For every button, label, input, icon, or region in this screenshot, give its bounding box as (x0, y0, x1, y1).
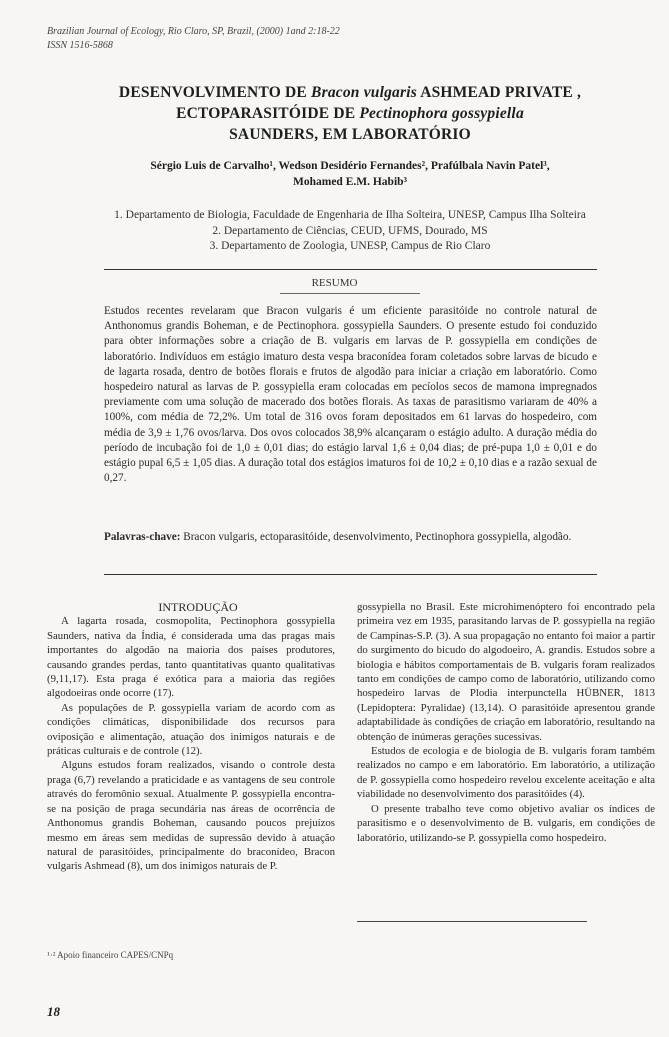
intro-paragraph-1: A lagarta rosada, cosmopolita, Pectinophora gossypiella Saunders, nativa da Índia, é considerada uma das pragas mais importantes do algodão na maioria dos países produtores, causando grandes perdas, tanto quantitativas quanto qualitativas (9,11,17). Esta praga é exótica para a maioria das regiões algodoeiras onde ocorre (17). (47, 615, 335, 700)
intro-paragraph-3: Alguns estudos foram realizados, visando o controle desta praga (6,7) revelando a praticidade e as vantagens de seu controle através do feromônio sexual. Atualmente P. gossypiella encontra-se na posição de praga secundária nas áreas de ocorrência de Anthonomus grandis Boheman, causando poucos prejuízos mesmo em áreas sem medidas de supressão devido à atuação natural de parasitóides, principalmente do braconídeo, Bracon vulgaris Ashmead (8), um dos inimigos naturais de P. (47, 759, 335, 873)
affiliation-2: 2. Departamento de Ciências, CEUD, UFMS, Dourado, MS (212, 224, 488, 237)
title-line2-part1: ECTOPARASITÓIDE DE (176, 105, 360, 122)
divider-bottom (104, 574, 597, 575)
intro-paragraph-2: As populações de P. gossypiella variam de acordo com as condições climáticas, disponibilidade dos recursos para oviposição e alimentação, atuação dos inimigos naturais e de práticas culturais e de controle (12). (47, 701, 335, 758)
affiliation-3: 3. Departamento de Zoologia, UNESP, Campus de Rio Claro (209, 240, 491, 252)
abstract-text: Estudos recentes revelaram que Bracon vulgaris é um eficiente parasitóide no controle natural de Anthonomus grandis Boheman, e de Pectinophora. gossypiella Saunders. O presente estudo foi conduzido para obter informações sobre a criação de B. vulgaris em larvas de P. gossypiella em condições de laboratório. Indivíduos em estágio imaturo desta vespa braconídea foram coletados sobre larvas de bicudo e de lagarta rosada, dentro de botões florais e frutos de algodão para iniciar a criação em laboratório. Como hospedeiro natural as larvas de P. gossypiella eram colocadas em pecíolos secos de mamona impregnados previamente com uma solução de macerado dos botões florais. As taxas de parasitismo variaram de 40% a 100%, com média de 72,2%. Um total de 316 ovos foram depositados em 61 larvas do hospedeiro, com média de 3,9 ± 1,76 ovos/larva. Dos ovos colocados 38,9% alcançaram o estágio adulto. A duração média do período de incubação foi de 1,0 ± 0,01 dias; do estágio larval 1,6 ± 0,04 dias; de pré-pupa 1,0 ± 0,01 e do estágio pupal 6,5 ± 1,05 dias. A duração total dos estágios imaturos foi de 10,2 ± 0,10 dias e a razão sexual de 0,27. (104, 305, 597, 485)
intro-paragraph-4: gossypiella no Brasil. Este microhimenóptero foi encontrado pela primeira vez em 1935, parasitando larvas de P. gossypiella na região de Campinas-S.P. (3). A sua propagação no entanto foi maior a partir do surgimento do bicudo do algodoeiro, A. grandis. Estudos sobre a biologia e hábitos comportamentais de B. vulgaris foram realizados tanto em condições de campo como de laboratório, utilizando como hospedeiro larvas de Plodia interpunctella HÜBNER, 1813 (Lepidoptera: Pyralidae) (13,14). O parasitóide apresentou grande adaptabilidade às condições de criação em laboratório, resultando na obtenção de inúmeras gerações sucessivas. (357, 601, 655, 743)
journal-citation: Brazilian Journal of Ecology, Rio Claro, SP, Brazil, (2000) 1and 2:18-22 (47, 26, 340, 37)
title-line1-part1: DESENVOLVIMENTO DE (118, 84, 312, 101)
keywords-text: Bracon vulgaris, ectoparasitóide, desenvolvimento, Pectinophora gossypiella, algodão. (180, 531, 572, 543)
title-line1-part2: ASHMEAD PRIVATE , (416, 84, 582, 101)
keywords-label: Palavras-chave: (104, 531, 181, 543)
keywords (104, 530, 597, 545)
authors (90, 158, 610, 190)
title-line3: SAUNDERS, EM LABORATÓRIO (229, 126, 471, 143)
page-number: 18 (47, 1004, 60, 1019)
authors-line2: Mohamed E.M. Habib³ (293, 176, 407, 188)
intro-paragraph-6: O presente trabalho teve como objetivo avaliar os índices de parasitismo e o desenvolvimento de B. vulgaris, em condições de laboratório, utilizando-se P. gossypiella como hospedeiro. (357, 802, 655, 844)
affiliation-1: 1. Departamento de Biologia, Faculdade de Engenharia de Ilha Solteira, UNESP, Campus Ilha Solteira (114, 209, 586, 221)
authors-line1: Sérgio Luis de Carvalho¹, Wedson Desidério Fernandes², Prafúlbala Navin Patel³, (150, 160, 550, 172)
title-species-name: Bracon vulgaris (311, 84, 417, 101)
footnote-divider (357, 921, 587, 922)
affiliations (70, 208, 630, 255)
intro-left-column (47, 600, 335, 874)
title-host-name: Pectinophora gossypiella (359, 105, 524, 122)
footnote: ¹·² Apoio financeiro CAPES/CNPq (47, 950, 174, 960)
intro-heading: INTRODUÇÃO (158, 600, 238, 614)
intro-paragraph-5: Estudos de ecologia e de biologia de B. vulgaris foram também realizados no campo e em laboratório. Em laboratório, a utilização de P. gossypiella como hospedeiro revelou excelente aceitação e alta viabilidade no desenvolvimento dos parasitóides (4). (357, 745, 655, 801)
resumo-heading: RESUMO (311, 277, 358, 289)
intro-right-column (357, 600, 655, 845)
paper-title (80, 82, 620, 145)
divider-top (104, 269, 597, 270)
divider-resumo (280, 293, 420, 294)
issn: ISSN 1516-5868 (47, 40, 113, 51)
